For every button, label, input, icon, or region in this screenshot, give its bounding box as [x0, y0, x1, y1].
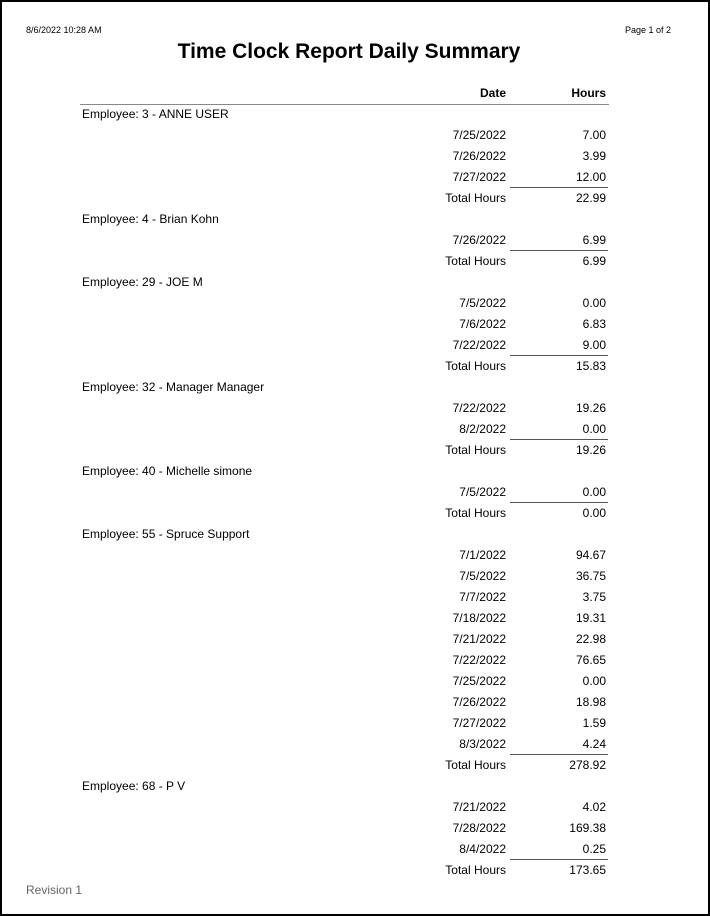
hours-cell: 1.59	[582, 716, 606, 730]
total-row	[2, 502, 708, 523]
employee-label: Employee: 29 - JOE M	[82, 275, 203, 289]
employee-group-header	[2, 460, 708, 481]
total-label: Total Hours	[445, 443, 506, 457]
table-row	[2, 313, 708, 334]
hours-cell: 9.00	[582, 338, 606, 352]
date-cell: 7/26/2022	[452, 695, 506, 709]
date-cell: 8/2/2022	[459, 422, 506, 436]
date-cell: 7/27/2022	[452, 716, 506, 730]
total-hours-value: 173.65	[510, 863, 606, 877]
date-cell: 7/25/2022	[452, 674, 506, 688]
hours-cell: 0.00	[582, 674, 606, 688]
date-cell: 8/4/2022	[459, 842, 506, 856]
table-row	[2, 733, 708, 754]
total-hours-value: 6.99	[510, 254, 606, 268]
employee-group-header	[2, 775, 708, 796]
date-cell: 7/25/2022	[452, 128, 506, 142]
table-row	[2, 838, 708, 859]
date-cell: 7/22/2022	[452, 401, 506, 415]
total-row	[2, 187, 708, 208]
hours-cell: 18.98	[575, 695, 606, 709]
table-row	[2, 796, 708, 817]
printed-timestamp: 8/6/2022 10:28 AM	[26, 25, 102, 35]
table-row	[2, 481, 708, 502]
date-cell: 7/18/2022	[452, 611, 506, 625]
hours-cell: 0.00	[582, 296, 606, 310]
hours-cell: 94.67	[575, 548, 606, 562]
date-cell: 7/21/2022	[452, 632, 506, 646]
table-row	[2, 292, 708, 313]
total-label: Total Hours	[445, 359, 506, 373]
date-cell: 7/26/2022	[452, 149, 506, 163]
total-row	[2, 754, 708, 775]
date-cell: 7/6/2022	[459, 317, 506, 331]
hours-cell: 22.98	[575, 632, 606, 646]
table-row	[2, 544, 708, 565]
total-hours-value: 278.92	[510, 758, 606, 772]
table-row	[2, 607, 708, 628]
date-cell: 7/21/2022	[452, 800, 506, 814]
employee-label: Employee: 68 - P V	[82, 779, 186, 793]
hours-cell: 7.00	[582, 128, 606, 142]
hours-cell: 169.38	[569, 821, 606, 835]
employee-label: Employee: 55 - Spruce Support	[82, 527, 250, 541]
employee-label: Employee: 32 - Manager Manager	[82, 380, 265, 394]
date-cell: 7/22/2022	[452, 653, 506, 667]
hours-cell: 3.75	[582, 590, 606, 604]
total-hours-value: 19.26	[510, 443, 606, 457]
date-cell: 7/26/2022	[452, 233, 506, 247]
employee-group-header	[2, 523, 708, 544]
date-cell: 8/3/2022	[459, 737, 506, 751]
total-hours-value: 22.99	[510, 191, 606, 205]
employee-label: Employee: 3 - ANNE USER	[82, 107, 229, 121]
employee-group-header	[2, 376, 708, 397]
employee-group-header	[2, 103, 708, 124]
hours-cell: 6.83	[582, 317, 606, 331]
table-row	[2, 334, 708, 355]
total-hours-value: 15.83	[510, 359, 606, 373]
date-cell: 7/27/2022	[452, 170, 506, 184]
hours-cell: 0.25	[582, 842, 606, 856]
total-label: Total Hours	[445, 863, 506, 877]
table-row	[2, 586, 708, 607]
date-cell: 7/28/2022	[452, 821, 506, 835]
hours-cell: 0.00	[582, 485, 606, 499]
hours-cell: 76.65	[575, 653, 606, 667]
employee-group-header	[2, 271, 708, 292]
report-body	[2, 103, 708, 880]
date-cell: 7/5/2022	[459, 296, 506, 310]
date-cell: 7/5/2022	[459, 569, 506, 583]
table-row	[2, 670, 708, 691]
table-row	[2, 712, 708, 733]
total-hours-value: 0.00	[510, 506, 606, 520]
hours-cell: 4.02	[582, 800, 606, 814]
date-cell: 7/5/2022	[459, 485, 506, 499]
date-cell: 7/7/2022	[459, 590, 506, 604]
table-row	[2, 397, 708, 418]
table-row	[2, 145, 708, 166]
employee-label: Employee: 4 - Brian Kohn	[82, 212, 219, 226]
table-row	[2, 649, 708, 670]
hours-cell: 19.26	[575, 401, 606, 415]
hours-cell: 4.24	[582, 737, 606, 751]
table-row	[2, 628, 708, 649]
date-cell: 7/1/2022	[459, 548, 506, 562]
page-number: Page 1 of 2	[624, 25, 671, 35]
hours-cell: 6.99	[582, 233, 606, 247]
table-row	[2, 229, 708, 250]
total-label: Total Hours	[445, 758, 506, 772]
hours-cell: 3.99	[582, 149, 606, 163]
hours-cell: 36.75	[575, 569, 606, 583]
hours-cell: 12.00	[575, 170, 606, 184]
employee-group-header	[2, 208, 708, 229]
total-label: Total Hours	[445, 506, 506, 520]
table-row	[2, 565, 708, 586]
revision-label: Revision 1	[26, 883, 83, 897]
date-column-header: Date	[479, 86, 506, 100]
table-row	[2, 418, 708, 439]
hours-cell: 19.31	[575, 611, 606, 625]
date-cell: 7/22/2022	[452, 338, 506, 352]
total-row	[2, 250, 708, 271]
table-row	[2, 691, 708, 712]
report-title: Time Clock Report Daily Summary	[177, 40, 521, 63]
total-label: Total Hours	[445, 191, 506, 205]
hours-column-header: Hours	[571, 86, 606, 100]
total-row	[2, 859, 708, 880]
hours-cell: 0.00	[582, 422, 606, 436]
table-row	[2, 124, 708, 145]
table-row	[2, 817, 708, 838]
total-label: Total Hours	[445, 254, 506, 268]
total-row	[2, 355, 708, 376]
total-row	[2, 439, 708, 460]
table-row	[2, 166, 708, 187]
employee-label: Employee: 40 - Michelle simone	[82, 464, 253, 478]
